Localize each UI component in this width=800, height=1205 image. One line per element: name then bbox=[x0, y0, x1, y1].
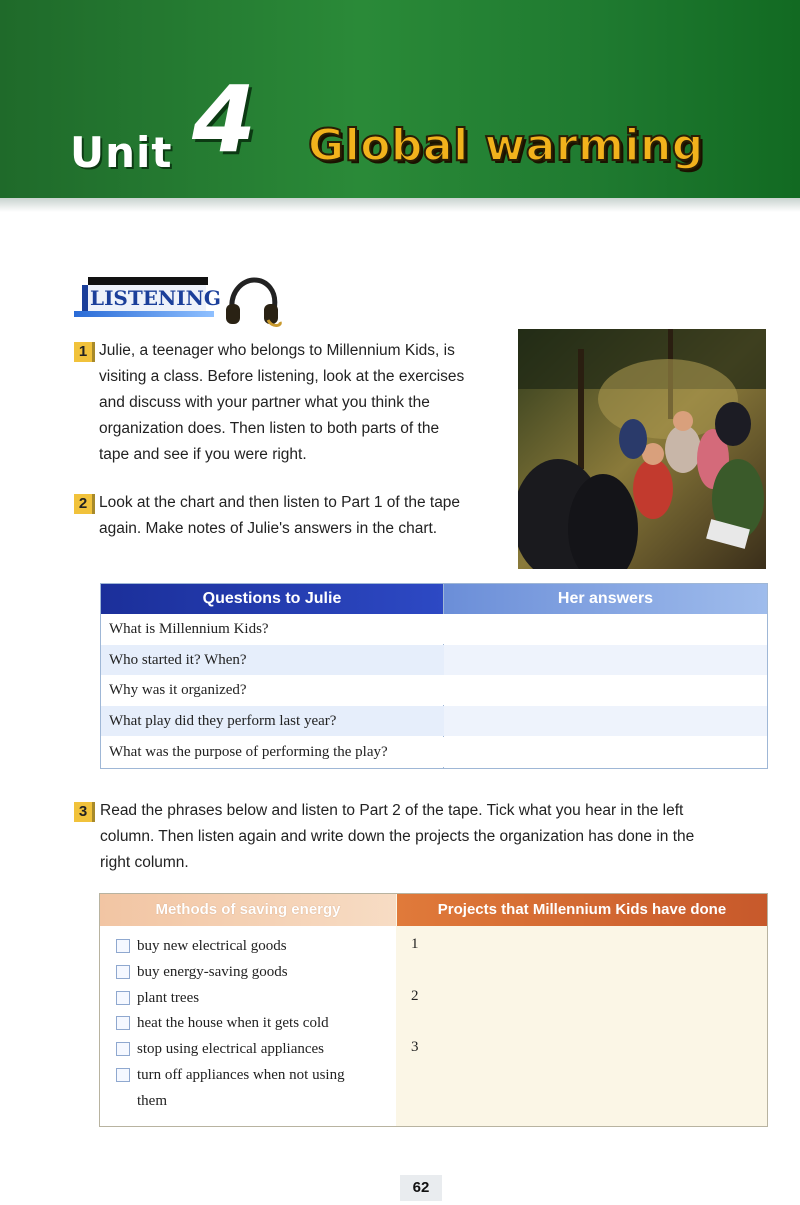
unit-number: 4 bbox=[192, 66, 257, 173]
exercise-2-number: 2 bbox=[74, 494, 95, 514]
table-row bbox=[101, 614, 767, 644]
unit-header-band bbox=[0, 0, 800, 198]
table2-header-methods: Methods of saving energy bbox=[100, 894, 396, 926]
project-number: 1 bbox=[411, 936, 419, 952]
project-number: 3 bbox=[411, 1039, 419, 1055]
page-number: 62 bbox=[400, 1175, 442, 1201]
methods-column: buy new electrical goods buy energy-saving goods plant trees heat the house when it gets cold stop using electrical appliances turn off appliances when not using them bbox=[100, 926, 396, 1126]
headphones-icon bbox=[224, 276, 282, 328]
tick-checkbox[interactable] bbox=[116, 965, 130, 979]
answer-cell[interactable] bbox=[444, 614, 767, 644]
answer-cell[interactable] bbox=[444, 675, 767, 705]
tick-checkbox[interactable] bbox=[116, 1042, 130, 1056]
table1-header-questions: Questions to Julie bbox=[101, 584, 443, 614]
table-row bbox=[101, 645, 767, 675]
exercise-3-number: 3 bbox=[74, 802, 95, 822]
exercise-1-text: Julie, a teenager who belongs to Millennium Kids, is visiting a class. Before listening, look at the exercises and discuss with your partner what you think the organization does. Then listen to both parts of the tape and see if you were right. bbox=[99, 342, 465, 463]
listening-section-label bbox=[74, 277, 221, 317]
unit-word: Unit bbox=[70, 128, 173, 177]
exercise-3-text: Read the phrases below and listen to Part 2 of the tape. Tick what you hear in the left column. Then listen again and write down the projects the organization has done in the right column. bbox=[100, 802, 695, 871]
tick-checkbox[interactable] bbox=[116, 1068, 130, 1082]
answer-cell[interactable] bbox=[444, 645, 767, 675]
question-cell: What is Millennium Kids? bbox=[109, 621, 269, 637]
table1-header-answers: Her answers bbox=[444, 584, 767, 614]
answer-cell[interactable] bbox=[444, 706, 767, 736]
energy-methods-chart bbox=[99, 893, 768, 1127]
table-row bbox=[101, 737, 767, 767]
projects-column[interactable] bbox=[397, 926, 767, 1126]
tick-checkbox[interactable] bbox=[116, 939, 130, 953]
answer-cell[interactable] bbox=[444, 737, 767, 767]
tick-checkbox[interactable] bbox=[116, 1016, 130, 1030]
table-row bbox=[101, 706, 767, 736]
unit-title: Global warming bbox=[308, 120, 704, 171]
questions-chart bbox=[100, 583, 768, 769]
exercise-2-text: Look at the chart and then listen to Part 1 of the tape again. Make notes of Julie's answers in the chart. bbox=[99, 494, 461, 537]
table2-header-projects: Projects that Millennium Kids have done bbox=[397, 894, 767, 926]
tick-checkbox[interactable] bbox=[116, 991, 130, 1005]
kids-planting-photo bbox=[518, 329, 766, 569]
question-cell: What play did they perform last year? bbox=[109, 713, 337, 729]
exercise-1-number: 1 bbox=[74, 342, 95, 362]
listening-label-text: LISTENING bbox=[82, 285, 206, 311]
project-number: 2 bbox=[411, 988, 419, 1004]
question-cell: What was the purpose of performing the play? bbox=[109, 744, 388, 760]
table-row bbox=[101, 675, 767, 705]
question-cell: Who started it? When? bbox=[109, 652, 247, 668]
question-cell: Why was it organized? bbox=[109, 682, 247, 698]
